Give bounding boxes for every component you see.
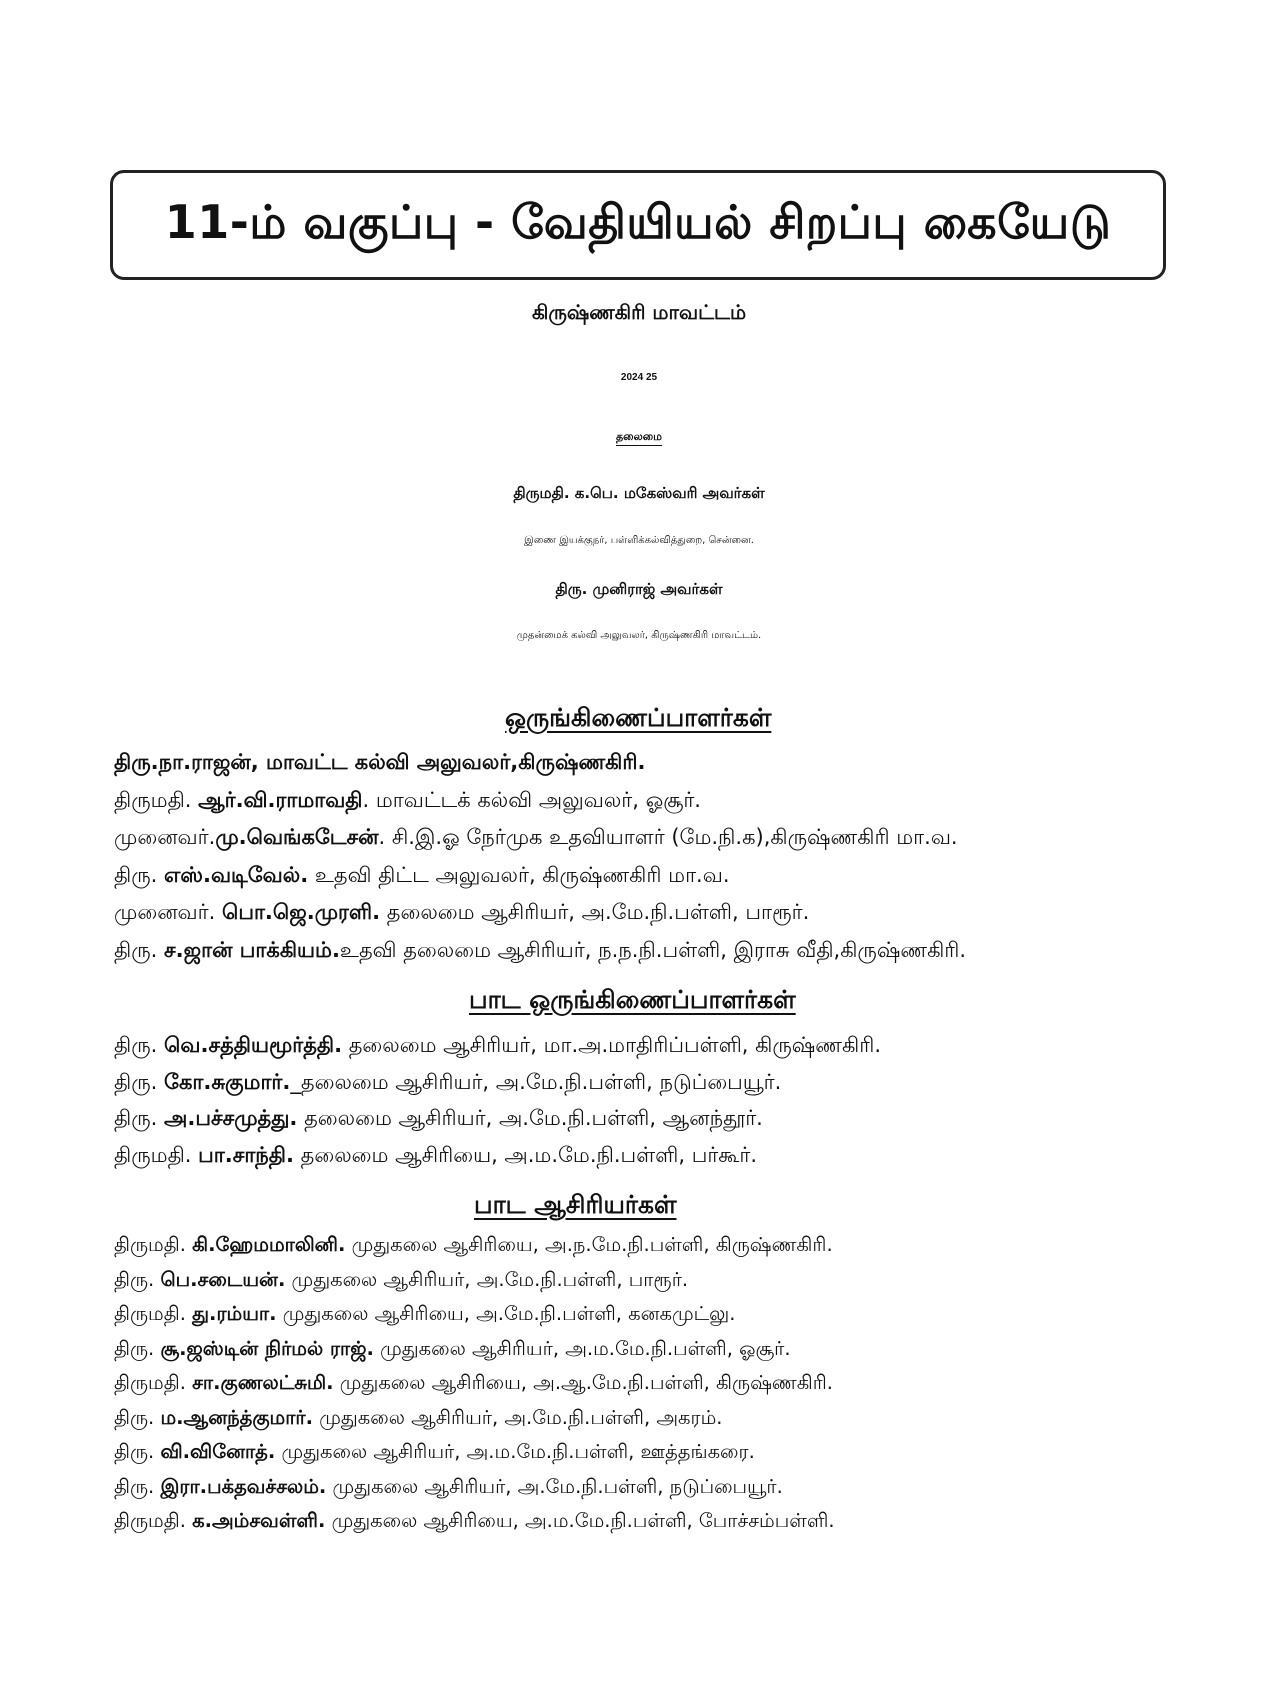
entry-detail: முதுகலை ஆசிரியர், அ.மே.நி.பள்ளி, நடுப்பையூர். — [326, 1474, 783, 1498]
entry-prefix: திரு. — [114, 1336, 161, 1360]
entry-detail: தலைமை ஆசிரியர், மா.அ.மாதிரிப்பள்ளி, கிருஷ்ணகிரி. — [342, 1033, 882, 1057]
subject-coordinator-entry — [114, 1100, 881, 1137]
entry-detail: உதவி தலைமை ஆசிரியர், ந.ந.நி.பள்ளி, இராசு வீதி,கிருஷ்ணகிரி. — [339, 937, 967, 962]
subject-coordinators-list — [114, 1027, 881, 1173]
entry-name: திரு.நா.ராஜன், மாவட்ட கல்வி அலுவலர்,கிருஷ்ணகிரி. — [114, 750, 646, 774]
entry-detail: முதுகலை ஆசிரியர், அ.மே.நி.பள்ளி, அகரம். — [313, 1405, 723, 1429]
coordinator-entry — [114, 782, 966, 820]
entry-name: கோ.சுகுமார். — [164, 1069, 291, 1094]
entry-name: ம.ஆனந்த்குமார். — [160, 1405, 314, 1429]
teacher-entry — [114, 1332, 835, 1367]
leadership-heading: தலைமை — [616, 430, 662, 443]
coordinator-entry — [114, 819, 966, 857]
entry-name: வி.வினோத். — [160, 1440, 276, 1463]
entry-prefix: திரு. — [114, 1033, 165, 1057]
entry-detail: முதுகலை ஆசிரியை, அ.மே.நி.பள்ளி, கனகமுட்லு. — [276, 1302, 736, 1325]
subject-coordinator-entry — [114, 1064, 881, 1101]
entry-prefix: திரு. — [114, 1474, 161, 1498]
entry-detail: முதுகலை ஆசிரியர், அ.ம.மே.நி.பள்ளி, ஓசூர். — [373, 1336, 791, 1360]
entry-name: சூ.ஜஸ்டின் நிர்மல் ராஜ். — [160, 1336, 374, 1360]
coordinator-entry — [114, 744, 966, 782]
entry-prefix: முனைவர். — [114, 900, 222, 924]
entry-prefix: திருமதி. — [114, 1302, 193, 1325]
entry-detail: உதவி திட்ட அலுவலர், கிருஷ்ணகிரி மா.வ. — [308, 862, 730, 887]
entry-prefix: திரு. — [114, 937, 165, 962]
teacher-entry — [114, 1401, 835, 1436]
entry-name: மு.வெங்கடேசன் — [215, 825, 379, 849]
entry-detail: . மாவட்டக் கல்வி அலுவலர், ஓசூர். — [362, 787, 701, 812]
entry-name: பெ.சடையன். — [160, 1267, 286, 1291]
leader-name-1: திருமதி. க.பெ. மகேஸ்வரி அவர்கள் — [513, 484, 765, 502]
entry-detail: முதுகலை ஆசிரியர், அ.மே.நி.பள்ளி, பாரூர். — [285, 1267, 689, 1291]
entry-name: சா.குணலட்சுமி. — [192, 1371, 334, 1394]
title-box — [110, 170, 1166, 280]
district-name: கிருஷ்ணகிரி மாவட்டம் — [531, 300, 747, 324]
leader-role-2: முதன்மைக் கல்வி அலுவலர், கிருஷ்ணகிரி மாவட்டம். — [516, 630, 762, 641]
coordinators-heading: ஒருங்கிணைப்பாளர்கள் — [505, 703, 772, 732]
entry-name: அ.பச்சமுத்து. — [164, 1106, 298, 1130]
entry-name: ச.ஜான் பாக்கியம். — [164, 937, 340, 962]
teacher-entry — [114, 1263, 835, 1298]
coordinator-entry — [114, 932, 966, 970]
subject-coordinator-entry — [114, 1137, 881, 1174]
entry-prefix: திருமதி. — [114, 1142, 199, 1167]
teacher-entry — [114, 1297, 835, 1332]
entry-detail: முதுகலை ஆசிரியை, அ.ஆ.மே.நி.பள்ளி, கிருஷ்ணகிரி. — [333, 1371, 833, 1394]
coordinators-list — [114, 744, 966, 969]
entry-prefix: திரு. — [114, 1405, 161, 1429]
entry-detail: தலைமை ஆசிரியர், அ.மே.நி.பள்ளி, பாரூர். — [380, 900, 810, 924]
entry-prefix: திரு. — [114, 1069, 165, 1094]
entry-detail: முதுகலை ஆசிரியை, அ.ம.மே.நி.பள்ளி, போச்சம்பள்ளி. — [325, 1509, 835, 1532]
entry-name: இரா.பக்தவச்சலம். — [160, 1474, 327, 1498]
teacher-entry — [114, 1228, 835, 1263]
entry-prefix: திருமதி. — [114, 1233, 193, 1256]
entry-name: கி.ஹேமமாலினி. — [192, 1233, 346, 1256]
entry-prefix: திருமதி. — [114, 1371, 193, 1394]
entry-detail: தலைமை ஆசிரியர், அ.மே.நி.பள்ளி, ஆனந்தூர். — [297, 1106, 763, 1130]
teacher-entry — [114, 1366, 835, 1401]
entry-prefix: திரு. — [114, 862, 165, 887]
entry-name: து.ரம்யா. — [192, 1302, 277, 1325]
coordinator-entry — [114, 857, 966, 895]
entry-prefix: திருமதி. — [114, 787, 199, 812]
entry-name: எஸ்.வடிவேல். — [164, 862, 309, 887]
entry-name: பொ.ஜெ.முரளி. — [221, 900, 381, 924]
subject-coordinators-heading: பாட ஒருங்கிணைப்பாளர்கள் — [469, 985, 796, 1014]
entry-name: ஆர்.வி.ராமாவதி — [198, 787, 363, 812]
entry-prefix: திருமதி. — [114, 1509, 193, 1532]
document-title: 11-ம் வகுப்பு - வேதியியல் சிறப்பு கையேடு — [164, 194, 1112, 249]
teacher-entry — [114, 1435, 835, 1470]
leader-name-2: திரு. முனிராஜ் அவர்கள் — [555, 580, 723, 598]
entry-name: பா.சாந்தி. — [198, 1142, 294, 1167]
academic-year: 2024 25 — [620, 372, 658, 383]
subject-coordinator-entry — [114, 1027, 881, 1064]
coordinator-entry — [114, 894, 966, 932]
entry-detail: _தலைமை ஆசிரியர், அ.மே.நி.பள்ளி, நடுப்பையூர். — [290, 1069, 782, 1094]
entry-detail: முதுகலை ஆசிரியை, அ.ந.மே.நி.பள்ளி, கிருஷ்ணகிரி. — [345, 1233, 833, 1256]
entry-detail: தலைமை ஆசிரியை, அ.ம.மே.நி.பள்ளி, பர்கூர். — [293, 1142, 758, 1167]
entry-prefix: திரு. — [114, 1440, 161, 1463]
entry-name: வெ.சத்தியமூர்த்தி. — [164, 1033, 343, 1057]
entry-prefix: திரு. — [114, 1267, 161, 1291]
teacher-entry — [114, 1470, 835, 1505]
entry-prefix: முனைவர். — [114, 825, 216, 849]
entry-detail: . சி.இ.ஓ நேர்முக உதவியாளர் (மே.நி.க),கிருஷ்ணகிரி மா.வ. — [378, 825, 958, 849]
entry-prefix: திரு. — [114, 1106, 165, 1130]
entry-name: க.அம்சவள்ளி. — [192, 1509, 326, 1532]
subject-teachers-list — [114, 1228, 835, 1539]
leader-role-1: இணை இயக்குநர், பள்ளிக்கல்வித்துறை, சென்னை. — [524, 535, 754, 546]
teacher-entry — [114, 1504, 835, 1539]
subject-teachers-heading: பாட ஆசிரியர்கள் — [474, 1190, 677, 1219]
entry-detail: முதுகலை ஆசிரியர், அ.ம.மே.நி.பள்ளி, ஊத்தங்கரை. — [275, 1440, 755, 1463]
